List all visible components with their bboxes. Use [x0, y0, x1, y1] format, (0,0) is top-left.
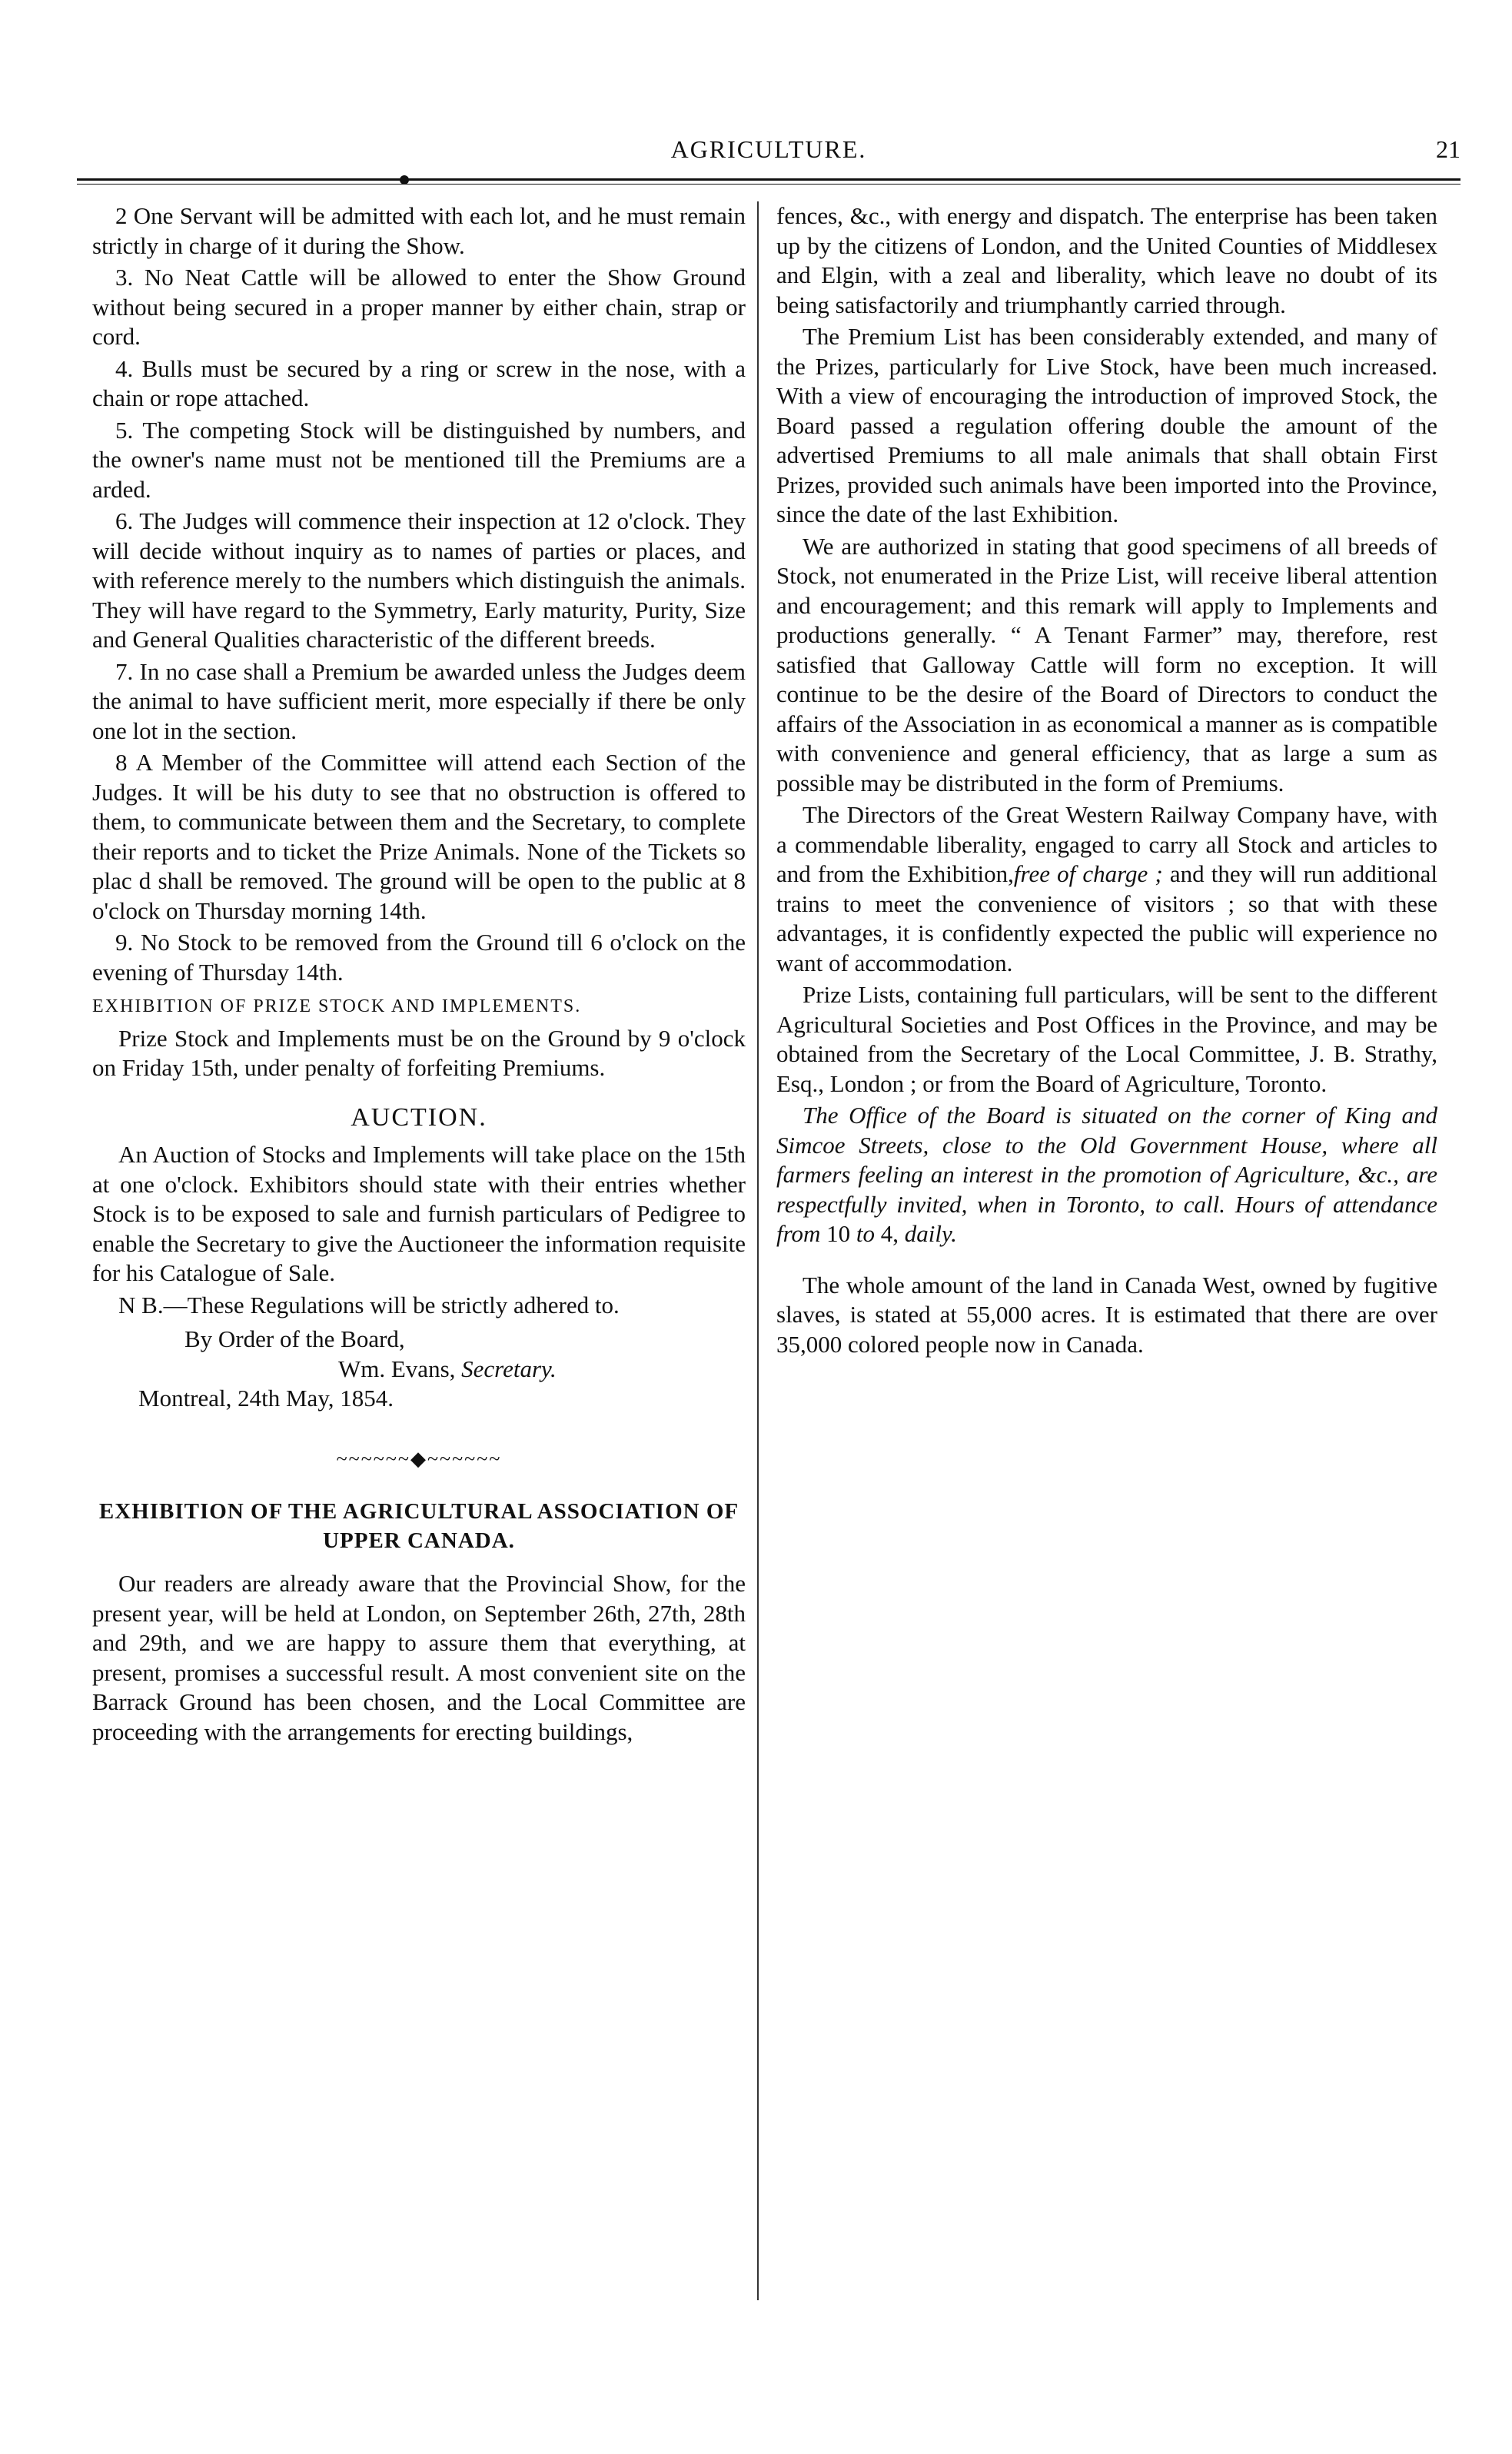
place-date: Montreal, 24th May, 1854. — [138, 1385, 394, 1412]
p4-text-a: The Directors of the Great Western Railway Company have, with a commendable liberality, engaged to carry all Stock and articles to and from the Exhibition, — [776, 801, 1437, 887]
paragraph-4 — [776, 800, 1437, 978]
regulation-6: 6. The Judges will commence their inspection at 12 o'clock. They will decide without inquiry as to names of parties or places, and with reference merely to the numbers which distinguish the animals. They will have regard to the Symmetry, Early maturity, Purity, Size and General Qualities characteristic of the different breeds. — [92, 507, 746, 653]
paragraph-2: The Premium List has been considerably extended, and many of the Prizes, particularly for Live Stock, have been much increased. With a view of encouraging the introduction of improved Stock, the Board passed a regulation offering double the amount of the advertised Premiums to all male animals that shall obtain First Prizes, provided such animals have been imported into the Province, since the date of the last Exhibition. — [776, 323, 1437, 527]
running-title: AGRICULTURE. — [670, 135, 867, 163]
p4-italic: free of charge ; — [1013, 860, 1163, 887]
p6-italic-c: daily. — [904, 1220, 957, 1247]
header-rule — [77, 178, 1460, 185]
secretary-signature — [92, 1355, 746, 1385]
ornament-divider: ~~~~~~◆~~~~~~ — [336, 1447, 502, 1470]
p6-hour-end: 4, — [880, 1220, 899, 1247]
regulation-9: 9. No Stock to be removed from the Ground till 6 o'clock on the evening of Thursday 14th. — [92, 929, 746, 986]
paragraph-7: The whole amount of the land in Canada West, owned by fugitive slaves, is stated at 55,000 acres. It is estimated that there are over 35,000 colored people now in Canada. — [776, 1271, 1437, 1358]
regulation-4: 4. Bulls must be secured by a ring or screw in the nose, with a chain or rope attached. — [92, 354, 746, 411]
p6-hour-start: 10 — [826, 1220, 851, 1247]
secretary-title: Secretary. — [461, 1355, 557, 1382]
regulation-2: 2 One Servant will be admitted with each lot, and he must remain strictly in charge of it during the Show. — [92, 202, 746, 259]
secretary-name: Wm. Evans, — [338, 1355, 456, 1382]
signature-block — [92, 1325, 746, 1414]
exhibition-text: Prize Stock and Implements must be on the Ground by 9 o'clock on Friday 15th, under penalty of forfeiting Premiums. — [92, 1024, 746, 1081]
auction-title: AUCTION. — [351, 1102, 487, 1132]
auction-text: An Auction of Stocks and Implements will take place on the 15th at one o'clock. Exhibitors should state with their entries whether Stock is to be exposed to sale and furnish particulars of Pedigree to enable the Secretary to give the Auctioneer the information requisite for his Catalogue of Sale. — [92, 1141, 746, 1286]
rule-dot — [400, 175, 409, 185]
page-number: 21 — [1436, 135, 1460, 163]
left-column — [92, 201, 746, 1749]
nb-text: N B.—These Regulations will be strictly adhered to. — [118, 1291, 620, 1318]
order-line: By Order of the Board, — [184, 1325, 405, 1352]
exhibition-heading: EXHIBITION OF PRIZE STOCK AND IMPLEMENTS. — [92, 996, 582, 1016]
paragraph-3: We are authorized in stating that good specimens of all breeds of Stock, not enumerated in the Prize List, will receive liberal attention and encouragement; and this remark will apply to Implements and productions generally. “ A Tenant Farmer” may, therefore, rest satisfied that Galloway Cattle will form no exception. It will continue to be the desire of the Board of Directors to conduct the affairs of the Association in as economical a manner as is compatible with convenience and general efficiency, that as large a sum as possible may be distributed in the form of Premiums. — [776, 532, 1437, 796]
regulation-8: 8 A Member of the Committee will attend each Section of the Judges. It will be his duty to see that no obstruction is offered to them, to communicate between them and the Secretary, to complete their reports and to ticket the Prize Animals. None of the Tickets so plac d shall be removed. The ground will be open to the public at 8 o'clock on Thursday morning 14th. — [92, 749, 746, 924]
section-title: EXHIBITION OF THE AGRICULTURAL ASSOCIATION OF UPPER CANADA. — [98, 1499, 739, 1553]
p6-italic-a: The Office of the Board is situated on the corner of King and Simcoe Streets, close to the Old Government House, where all farmers feeling an interest in the promotion of Agriculture, &c., are respectfully invited, when in Toronto, to call. Hours of attendance from — [776, 1102, 1437, 1247]
column-divider — [757, 201, 759, 2300]
regulation-5: 5. The competing Stock will be distinguished by numbers, and the owner's name must not be mentioned till the Premiums are a arded. — [92, 416, 746, 503]
page-header — [77, 135, 1460, 181]
right-column — [776, 201, 1437, 1362]
regulation-3: 3. No Neat Cattle will be allowed to enter the Show Ground without being secured in a proper manner by either chain, strap or cord. — [92, 264, 746, 350]
regulation-7: 7. In no case shall a Premium be awarded unless the Judges deem the animal to have sufficient merit, more especially if there be only one lot in the section. — [92, 657, 746, 744]
p6-italic-b: to — [856, 1220, 876, 1247]
section-text: Our readers are already aware that the Provincial Show, for the present year, will be held at London, on September 26th, 27th, 28th and 29th, and we are happy to assure them that everything, at present, promises a successful result. A most convenient site on the Barrack Ground has been chosen, and the Local Committee are proceeding with the arrangements for erecting buildings, — [92, 1570, 746, 1745]
paragraph-6 — [776, 1101, 1437, 1249]
p4-text-b: and they will run additional trains to meet the convenience of visitors ; so that with these advantages, it is confidently expected the public will experience no want of accommodation. — [776, 860, 1438, 976]
paragraph-5: Prize Lists, containing full particulars, will be sent to the different Agricultural Societies and Post Offices in the Province, and may be obtained from the Secretary of the Local Committee, J. B. Strathy, Esq., London ; or from the Board of Agriculture, Toronto. — [776, 981, 1437, 1097]
paragraph-1: fences, &c., with energy and dispatch. The enterprise has been taken up by the citizens of London, and the United Counties of Middlesex and Elgin, with a zeal and liberality, which leave no doubt of its being satisfactorily and triumphantly carried through. — [776, 202, 1437, 318]
